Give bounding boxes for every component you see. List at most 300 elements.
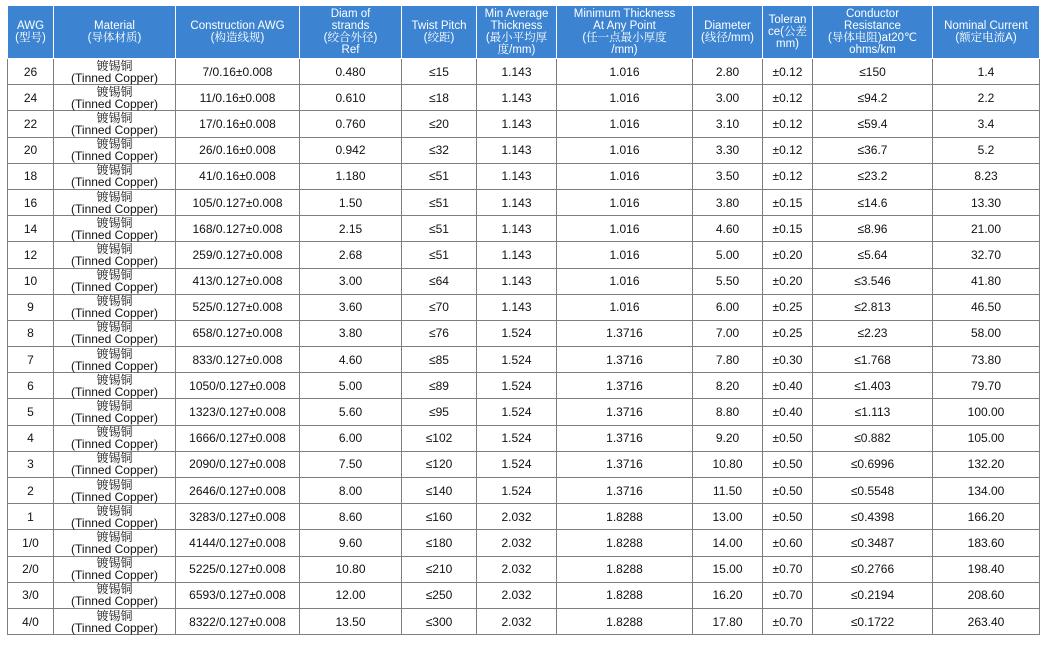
table-row	[8, 399, 1040, 425]
table-row	[8, 59, 1040, 85]
cell-diameter: 11.50	[693, 478, 763, 504]
material-en: (Tinned Copper)	[71, 306, 158, 321]
cable-spec-table	[7, 5, 1040, 635]
cell-diameter: 6.00	[693, 294, 763, 320]
cell-material	[54, 608, 176, 634]
cell-material	[54, 189, 176, 215]
cell-diameter: 2.80	[693, 59, 763, 85]
cell-current: 183.60	[933, 530, 1040, 556]
cell-twist-pitch: ≤160	[402, 504, 477, 530]
cell-resistance: ≤0.2194	[813, 582, 933, 608]
cell-min-avg-thickness: 1.143	[477, 189, 557, 215]
table-row	[8, 242, 1040, 268]
cell-min-avg-thickness: 2.032	[477, 504, 557, 530]
cell-min-avg-thickness: 1.524	[477, 399, 557, 425]
cell-material	[54, 163, 176, 189]
cell-diameter: 8.80	[693, 399, 763, 425]
material-en: (Tinned Copper)	[71, 201, 158, 216]
cell-resistance: ≤1.113	[813, 399, 933, 425]
material-en: (Tinned Copper)	[71, 384, 158, 399]
table-row	[8, 320, 1040, 346]
cell-material	[54, 242, 176, 268]
cell-diam-strands: 5.00	[300, 373, 402, 399]
header-nominal-current-line2: (额定电流A)	[955, 32, 1017, 44]
cell-tolerance: ±0.25	[763, 320, 813, 346]
cell-twist-pitch: ≤210	[402, 556, 477, 582]
cell-tolerance: ±0.40	[763, 399, 813, 425]
cell-min-thickness: 1.8288	[557, 530, 693, 556]
cell-awg: 7	[8, 347, 54, 373]
cell-min-avg-thickness: 2.032	[477, 582, 557, 608]
cell-twist-pitch: ≤51	[402, 242, 477, 268]
cell-material	[54, 137, 176, 163]
cell-resistance: ≤59.4	[813, 111, 933, 137]
cell-awg: 26	[8, 59, 54, 85]
cell-diam-strands: 3.80	[300, 320, 402, 346]
header-diam-of-strands-line1: Diam of	[330, 8, 371, 20]
cell-construction: 26/0.16±0.008	[176, 137, 300, 163]
cell-material	[54, 59, 176, 85]
cell-resistance: ≤14.6	[813, 189, 933, 215]
cell-resistance: ≤23.2	[813, 163, 933, 189]
cell-min-avg-thickness: 2.032	[477, 556, 557, 582]
header-minimum-thickness-line4: /mm)	[611, 44, 638, 56]
header-awg	[8, 6, 54, 59]
cell-tolerance: ±0.60	[763, 530, 813, 556]
cell-diameter: 16.20	[693, 582, 763, 608]
cell-diam-strands: 8.60	[300, 504, 402, 530]
cell-awg: 6	[8, 373, 54, 399]
cell-resistance: ≤94.2	[813, 85, 933, 111]
material-cn: 镀锡铜	[96, 556, 133, 571]
material-en: (Tinned Copper)	[71, 568, 158, 583]
cell-current: 5.2	[933, 137, 1040, 163]
cell-min-avg-thickness: 2.032	[477, 530, 557, 556]
cell-construction: 7/0.16±0.008	[176, 59, 300, 85]
cell-tolerance: ±0.12	[763, 163, 813, 189]
cell-material	[54, 530, 176, 556]
cell-current: 3.4	[933, 111, 1040, 137]
cell-min-avg-thickness: 1.524	[477, 425, 557, 451]
table-row	[8, 268, 1040, 294]
cell-construction: 2646/0.127±0.008	[176, 478, 300, 504]
cell-min-thickness: 1.016	[557, 294, 693, 320]
header-twist-pitch-line1: Twist Pitch	[411, 20, 467, 32]
cell-min-thickness: 1.3716	[557, 320, 693, 346]
cell-construction: 3283/0.127±0.008	[176, 504, 300, 530]
cell-diameter: 8.20	[693, 373, 763, 399]
material-en: (Tinned Copper)	[71, 253, 158, 268]
cell-tolerance: ±0.15	[763, 189, 813, 215]
material-en: (Tinned Copper)	[71, 175, 158, 190]
cell-min-avg-thickness: 1.524	[477, 347, 557, 373]
cell-min-avg-thickness: 1.143	[477, 85, 557, 111]
cell-tolerance: ±0.30	[763, 347, 813, 373]
cell-diam-strands: 0.610	[300, 85, 402, 111]
table-row	[8, 504, 1040, 530]
cell-resistance: ≤1.403	[813, 373, 933, 399]
cell-material	[54, 451, 176, 477]
header-material-line2: (导体材质)	[87, 32, 142, 44]
cell-diam-strands: 12.00	[300, 582, 402, 608]
cell-tolerance: ±0.50	[763, 504, 813, 530]
material-cn: 镀锡铜	[96, 84, 133, 99]
table-row	[8, 451, 1040, 477]
cell-tolerance: ±0.12	[763, 85, 813, 111]
table-row	[8, 216, 1040, 242]
cell-min-thickness: 1.3716	[557, 478, 693, 504]
cell-diam-strands: 0.942	[300, 137, 402, 163]
cell-diam-strands: 8.00	[300, 478, 402, 504]
cell-diameter: 3.10	[693, 111, 763, 137]
material-cn: 镀锡铜	[96, 241, 133, 256]
header-row	[8, 6, 1040, 59]
cell-twist-pitch: ≤120	[402, 451, 477, 477]
cell-construction: 833/0.127±0.008	[176, 347, 300, 373]
cell-diam-strands: 3.60	[300, 294, 402, 320]
cell-awg: 3/0	[8, 582, 54, 608]
cell-diameter: 4.60	[693, 216, 763, 242]
cell-diam-strands: 4.60	[300, 347, 402, 373]
cell-twist-pitch: ≤95	[402, 399, 477, 425]
cell-current: 263.40	[933, 608, 1040, 634]
cell-min-avg-thickness: 1.143	[477, 137, 557, 163]
header-minimum-thickness-line2: At Any Point	[593, 20, 656, 32]
cell-tolerance: ±0.70	[763, 582, 813, 608]
material-cn: 镀锡铜	[96, 320, 133, 335]
header-conductor-resistance-line1: Conductor	[845, 8, 900, 20]
cell-construction: 1050/0.127±0.008	[176, 373, 300, 399]
cell-diameter: 7.00	[693, 320, 763, 346]
cell-construction: 259/0.127±0.008	[176, 242, 300, 268]
cell-diam-strands: 10.80	[300, 556, 402, 582]
cell-min-avg-thickness: 1.524	[477, 373, 557, 399]
cell-twist-pitch: ≤89	[402, 373, 477, 399]
header-diameter	[693, 6, 763, 59]
cell-diameter: 5.00	[693, 242, 763, 268]
material-cn: 镀锡铜	[96, 215, 133, 230]
cell-construction: 8322/0.127±0.008	[176, 608, 300, 634]
material-cn: 镀锡铜	[96, 137, 133, 152]
cell-diam-strands: 1.180	[300, 163, 402, 189]
cell-current: 132.20	[933, 451, 1040, 477]
table-row	[8, 137, 1040, 163]
cell-diameter: 17.80	[693, 608, 763, 634]
material-cn: 镀锡铜	[96, 608, 133, 623]
cell-current: 105.00	[933, 425, 1040, 451]
header-diameter-line2: (线径/mm)	[700, 32, 754, 44]
cell-awg: 2/0	[8, 556, 54, 582]
cell-min-thickness: 1.016	[557, 189, 693, 215]
table-header	[8, 6, 1040, 59]
cell-tolerance: ±0.50	[763, 478, 813, 504]
header-nominal-current	[933, 6, 1040, 59]
cell-min-thickness: 1.8288	[557, 504, 693, 530]
table-row	[8, 556, 1040, 582]
table-row	[8, 111, 1040, 137]
cell-diam-strands: 13.50	[300, 608, 402, 634]
cell-twist-pitch: ≤140	[402, 478, 477, 504]
cell-twist-pitch: ≤51	[402, 189, 477, 215]
cell-diameter: 7.80	[693, 347, 763, 373]
material-en: (Tinned Copper)	[71, 594, 158, 609]
cell-current: 79.70	[933, 373, 1040, 399]
cell-material	[54, 268, 176, 294]
cell-material	[54, 556, 176, 582]
cell-min-thickness: 1.3716	[557, 451, 693, 477]
cell-awg: 24	[8, 85, 54, 111]
header-minimum-thickness	[557, 6, 693, 59]
cell-resistance: ≤0.4398	[813, 504, 933, 530]
cell-construction: 11/0.16±0.008	[176, 85, 300, 111]
cell-min-avg-thickness: 1.143	[477, 294, 557, 320]
material-en: (Tinned Copper)	[71, 149, 158, 164]
cell-tolerance: ±0.20	[763, 242, 813, 268]
header-minimum-thickness-line3: (任一点最小厚度	[582, 32, 667, 44]
cell-min-thickness: 1.3716	[557, 399, 693, 425]
cell-diam-strands: 2.68	[300, 242, 402, 268]
header-construction-awg-line1: Construction AWG	[190, 20, 285, 32]
material-cn: 镀锡铜	[96, 451, 133, 466]
cell-awg: 8	[8, 320, 54, 346]
material-en: (Tinned Copper)	[71, 463, 158, 478]
spec-table-container	[7, 5, 1040, 635]
cell-awg: 22	[8, 111, 54, 137]
header-material	[54, 6, 176, 59]
cell-min-thickness: 1.016	[557, 268, 693, 294]
cell-min-avg-thickness: 2.032	[477, 608, 557, 634]
cell-awg: 1/0	[8, 530, 54, 556]
cell-min-thickness: 1.016	[557, 111, 693, 137]
material-en: (Tinned Copper)	[71, 280, 158, 295]
header-conductor-resistance-line3: (导体电阻)at20℃	[828, 32, 917, 44]
cell-diameter: 14.00	[693, 530, 763, 556]
cell-min-avg-thickness: 1.143	[477, 268, 557, 294]
cell-current: 41.80	[933, 268, 1040, 294]
cell-diam-strands: 6.00	[300, 425, 402, 451]
material-en: (Tinned Copper)	[71, 96, 158, 111]
cell-resistance: ≤0.3487	[813, 530, 933, 556]
cell-diameter: 10.80	[693, 451, 763, 477]
cell-twist-pitch: ≤85	[402, 347, 477, 373]
cell-material	[54, 216, 176, 242]
cell-current: 8.23	[933, 163, 1040, 189]
material-en: (Tinned Copper)	[71, 541, 158, 556]
material-cn: 镀锡铜	[96, 529, 133, 544]
cell-awg: 1	[8, 504, 54, 530]
cell-diameter: 3.30	[693, 137, 763, 163]
table-row	[8, 478, 1040, 504]
cell-current: 46.50	[933, 294, 1040, 320]
cell-twist-pitch: ≤300	[402, 608, 477, 634]
cell-tolerance: ±0.70	[763, 608, 813, 634]
cell-diam-strands: 2.15	[300, 216, 402, 242]
cell-material	[54, 373, 176, 399]
cell-diam-strands: 5.60	[300, 399, 402, 425]
material-en: (Tinned Copper)	[71, 489, 158, 504]
cell-min-avg-thickness: 1.143	[477, 59, 557, 85]
header-min-average-thickness-line1: Min Average	[484, 8, 549, 20]
cell-material	[54, 504, 176, 530]
material-en: (Tinned Copper)	[71, 620, 158, 635]
material-cn: 镀锡铜	[96, 163, 133, 178]
header-awg-line2: (型号)	[15, 32, 46, 44]
cell-diameter: 15.00	[693, 556, 763, 582]
header-diam-of-strands	[300, 6, 402, 59]
cell-construction: 2090/0.127±0.008	[176, 451, 300, 477]
cell-min-thickness: 1.016	[557, 59, 693, 85]
cell-current: 32.70	[933, 242, 1040, 268]
material-cn: 镀锡铜	[96, 294, 133, 309]
cell-twist-pitch: ≤18	[402, 85, 477, 111]
header-diam-of-strands-line2: strands	[331, 20, 370, 32]
cell-current: 166.20	[933, 504, 1040, 530]
cell-twist-pitch: ≤180	[402, 530, 477, 556]
cell-awg: 18	[8, 163, 54, 189]
header-conductor-resistance	[813, 6, 933, 59]
table-row	[8, 85, 1040, 111]
cell-current: 208.60	[933, 582, 1040, 608]
table-row	[8, 530, 1040, 556]
cell-current: 1.4	[933, 59, 1040, 85]
material-en: (Tinned Copper)	[71, 70, 158, 85]
header-minimum-thickness-line1: Minimum Thickness	[573, 8, 676, 20]
cell-diameter: 3.00	[693, 85, 763, 111]
cell-tolerance: ±0.50	[763, 451, 813, 477]
material-cn: 镀锡铜	[96, 58, 133, 73]
cell-awg: 3	[8, 451, 54, 477]
material-cn: 镀锡铜	[96, 582, 133, 597]
header-min-average-thickness-line3: (最小平均厚	[485, 32, 548, 44]
cell-diameter: 5.50	[693, 268, 763, 294]
cell-resistance: ≤1.768	[813, 347, 933, 373]
cell-diameter: 3.50	[693, 163, 763, 189]
table-row	[8, 373, 1040, 399]
header-conductor-resistance-line4: ohms/km	[849, 44, 896, 56]
cell-tolerance: ±0.70	[763, 556, 813, 582]
table-row	[8, 294, 1040, 320]
cell-resistance: ≤2.813	[813, 294, 933, 320]
material-cn: 镀锡铜	[96, 346, 133, 361]
material-cn: 镀锡铜	[96, 503, 133, 518]
header-diam-of-strands-line4: Ref	[341, 44, 360, 56]
cell-min-thickness: 1.016	[557, 216, 693, 242]
header-twist-pitch	[402, 6, 477, 59]
cell-min-thickness: 1.8288	[557, 582, 693, 608]
header-min-average-thickness-line2: Thickness	[490, 20, 543, 32]
cell-resistance: ≤0.5548	[813, 478, 933, 504]
cell-tolerance: ±0.40	[763, 373, 813, 399]
cell-diameter: 9.20	[693, 425, 763, 451]
cell-material	[54, 478, 176, 504]
material-cn: 镀锡铜	[96, 399, 133, 414]
cell-twist-pitch: ≤102	[402, 425, 477, 451]
cell-construction: 6593/0.127±0.008	[176, 582, 300, 608]
cell-min-avg-thickness: 1.143	[477, 216, 557, 242]
cell-min-thickness: 1.016	[557, 137, 693, 163]
header-diam-of-strands-line3: (绞合外径)	[323, 32, 378, 44]
cell-resistance: ≤36.7	[813, 137, 933, 163]
header-tolerance	[763, 6, 813, 59]
header-nominal-current-line1: Nominal Current	[944, 20, 1028, 32]
cell-min-avg-thickness: 1.143	[477, 242, 557, 268]
cell-tolerance: ±0.15	[763, 216, 813, 242]
cell-tolerance: ±0.12	[763, 137, 813, 163]
cell-min-thickness: 1.016	[557, 242, 693, 268]
cell-diam-strands: 3.00	[300, 268, 402, 294]
cell-current: 58.00	[933, 320, 1040, 346]
cell-min-avg-thickness: 1.524	[477, 320, 557, 346]
cell-material	[54, 425, 176, 451]
table-row	[8, 582, 1040, 608]
cell-construction: 4144/0.127±0.008	[176, 530, 300, 556]
header-tolerance-line1: Toleran	[768, 14, 807, 26]
cell-resistance: ≤0.2766	[813, 556, 933, 582]
cell-tolerance: ±0.12	[763, 111, 813, 137]
material-en: (Tinned Copper)	[71, 332, 158, 347]
cell-min-thickness: 1.8288	[557, 608, 693, 634]
cell-twist-pitch: ≤51	[402, 216, 477, 242]
cell-min-avg-thickness: 1.143	[477, 163, 557, 189]
material-cn: 镀锡铜	[96, 372, 133, 387]
cell-twist-pitch: ≤64	[402, 268, 477, 294]
cell-min-avg-thickness: 1.143	[477, 111, 557, 137]
material-en: (Tinned Copper)	[71, 411, 158, 426]
cell-material	[54, 582, 176, 608]
header-min-average-thickness	[477, 6, 557, 59]
header-construction-awg	[176, 6, 300, 59]
cell-min-thickness: 1.3716	[557, 373, 693, 399]
header-material-line1: Material	[94, 20, 135, 32]
cell-material	[54, 294, 176, 320]
cell-min-avg-thickness: 1.524	[477, 451, 557, 477]
header-min-average-thickness-line4: 度/mm)	[497, 44, 536, 56]
material-cn: 镀锡铜	[96, 189, 133, 204]
cell-awg: 9	[8, 294, 54, 320]
cell-construction: 658/0.127±0.008	[176, 320, 300, 346]
cell-min-thickness: 1.3716	[557, 347, 693, 373]
material-en: (Tinned Copper)	[71, 515, 158, 530]
cell-diam-strands: 9.60	[300, 530, 402, 556]
cell-resistance: ≤0.1722	[813, 608, 933, 634]
cell-resistance: ≤5.64	[813, 242, 933, 268]
cell-construction: 17/0.16±0.008	[176, 111, 300, 137]
cell-current: 198.40	[933, 556, 1040, 582]
cell-awg: 4	[8, 425, 54, 451]
cell-resistance: ≤0.6996	[813, 451, 933, 477]
cell-tolerance: ±0.25	[763, 294, 813, 320]
cell-diam-strands: 0.480	[300, 59, 402, 85]
cell-current: 100.00	[933, 399, 1040, 425]
material-cn: 镀锡铜	[96, 477, 133, 492]
cell-diam-strands: 7.50	[300, 451, 402, 477]
header-construction-awg-line2: (构造线规)	[210, 32, 265, 44]
header-diameter-line1: Diameter	[704, 20, 751, 32]
cell-current: 13.30	[933, 189, 1040, 215]
cell-diam-strands: 0.760	[300, 111, 402, 137]
header-tolerance-line3: mm)	[776, 38, 799, 50]
header-awg-line1: AWG	[16, 20, 45, 32]
cell-material	[54, 320, 176, 346]
cell-twist-pitch: ≤70	[402, 294, 477, 320]
cell-construction: 1323/0.127±0.008	[176, 399, 300, 425]
cell-construction: 413/0.127±0.008	[176, 268, 300, 294]
cell-resistance: ≤8.96	[813, 216, 933, 242]
table-row	[8, 163, 1040, 189]
cell-construction: 5225/0.127±0.008	[176, 556, 300, 582]
table-row	[8, 608, 1040, 634]
material-en: (Tinned Copper)	[71, 227, 158, 242]
